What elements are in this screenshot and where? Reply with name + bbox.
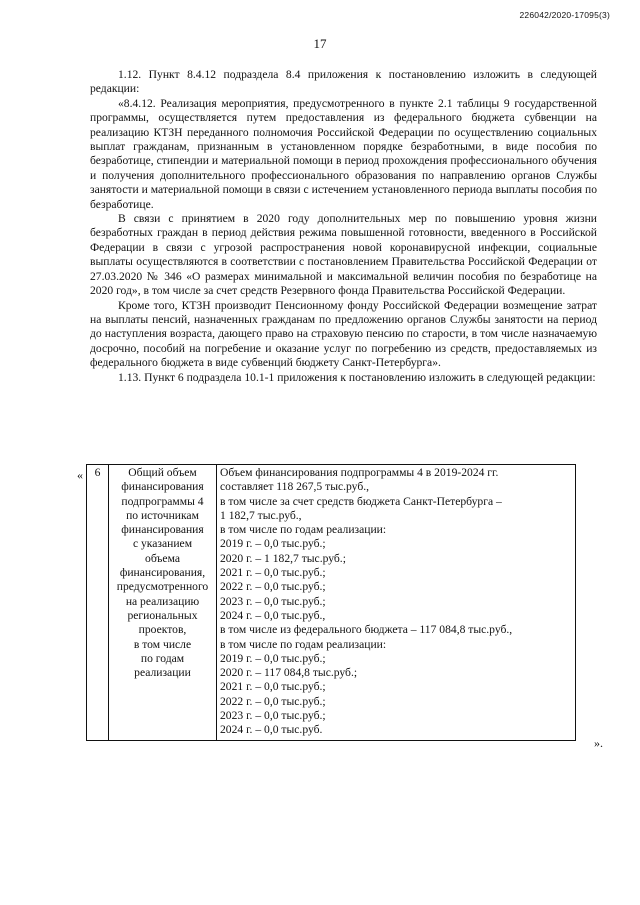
document-body: [90, 68, 597, 385]
row-number-cell: 6: [87, 465, 109, 741]
label-line: с указанием: [132, 537, 193, 551]
value-line: 2023 г. – 0,0 тыс.руб.;: [220, 594, 326, 608]
value-line: 2020 г. – 1 182,7 тыс.руб.;: [220, 551, 346, 565]
table-row: [87, 465, 576, 741]
value-line: 2019 г. – 0,0 тыс.руб.;: [220, 537, 326, 551]
paragraph-8-4-12: «8.4.12. Реализация мероприятия, предусмотренного в пункте 2.1 таблицы 9 государственной программы, осуществляется путем предоставления из федерального бюджета субвенции на реализацию КТЗН переданного полномочия Российской Федерации по осуществлению социальных выплат гражданам, признанным в установленном порядке безработными, в виде пособия по безработице, стипендии и материальной помощи в период прохождения профессионального обучения и получения дополнительного профессионального образования по направлению органов Службы занятости и материальной помощи в связи с истечением установленного периода выплаты пособия по безработице.: [90, 96, 597, 211]
label-line: реализации: [134, 666, 191, 680]
label-line: финансирования,: [119, 566, 206, 580]
paragraph-1-13: 1.13. Пункт 6 подраздела 10.1-1 приложения к постановлению изложить в следующей редакции:: [118, 370, 596, 384]
label-line: объема: [145, 551, 180, 565]
value-line: в том числе из федерального бюджета – 117 084,8 тыс.руб.,: [220, 623, 513, 637]
label-line: проектов,: [138, 623, 187, 637]
label-line: по годам: [140, 651, 185, 665]
value-line: в том числе по годам реализации:: [220, 523, 387, 537]
value-line: 2022 г. – 0,0 тыс.руб.;: [220, 580, 326, 594]
label-line: в том числе: [133, 637, 192, 651]
label-line: Общий объем: [128, 466, 197, 479]
label-line: на реализацию: [125, 594, 200, 608]
label-line: предусмотренного: [116, 580, 209, 594]
value-line: 2021 г. – 0,0 тыс.руб.;: [220, 680, 326, 694]
label-cell: [109, 465, 217, 741]
label-line: финансирования: [121, 523, 204, 537]
label-line: финансирования: [121, 480, 204, 494]
paragraph-1-12: 1.12. Пункт 8.4.12 подраздела 8.4 приложения к постановлению изложить в следующей редакции:: [90, 68, 597, 96]
value-line: 2024 г. – 0,0 тыс.руб.,: [220, 608, 326, 622]
value-line: 2024 г. – 0,0 тыс.руб.: [220, 723, 323, 737]
value-line: 2019 г. – 0,0 тыс.руб.;: [220, 651, 326, 665]
label-line: подпрограммы 4: [121, 494, 204, 508]
value-line: в том числе за счет средств бюджета Санкт-Петербурга –: [220, 494, 502, 508]
value-line: 1 182,7 тыс.руб.,: [220, 508, 302, 522]
open-quote: «: [77, 468, 83, 482]
value-line: составляет 118 267,5 тыс.руб.,: [220, 480, 370, 494]
page-number: 17: [313, 36, 327, 51]
paragraph-additional-measures: В связи с принятием в 2020 году дополнительных мер по повышению уровня жизни безработных граждан в период действия режима повышенной готовности, введенного в Российской Федерации в связи с угрозой распространения новой коронавирусной инфекции, социальные выплаты осуществляются в соответствии с постановлением Правительства Российской Федерации от 27.03.2020 № 346 «О размерах минимальной и максимальной величин пособия по безработице на 2020 год», в том числе за счет средств Резервного фонда Правительства Российской Федерации.: [90, 212, 597, 298]
document-id: 226042/2020-17095(3): [519, 10, 610, 20]
value-line: 2023 г. – 0,0 тыс.руб.;: [220, 709, 326, 723]
financing-table: [86, 464, 576, 741]
paragraph-pension-fund: Кроме того, КТЗН производит Пенсионному фонду Российской Федерации возмещение затрат на выплаты пенсий, назначенных гражданам по предложению органов Службы занятости на период до наступления возраста, дающего право на страховую пенсию по старости, в том числе назначаемую досрочно, пособий на погребение и оказание услуг по погребению из средств, предоставляемых из федерального бюджета в виде субвенций бюджету Санкт-Петербурга».: [90, 298, 597, 370]
label-line: региональных: [127, 608, 198, 622]
label-line: по источникам: [126, 508, 199, 522]
value-cell: [217, 465, 576, 741]
value-line: Объем финансирования подпрограммы 4 в 2019-2024 гг.: [220, 466, 499, 479]
value-line: 2022 г. – 0,0 тыс.руб.;: [220, 694, 326, 708]
value-line: 2021 г. – 0,0 тыс.руб.;: [220, 566, 326, 580]
close-quote: ».: [594, 736, 603, 750]
value-line: 2020 г. – 117 084,8 тыс.руб.;: [220, 666, 358, 680]
value-line: в том числе по годам реализации:: [220, 637, 387, 651]
